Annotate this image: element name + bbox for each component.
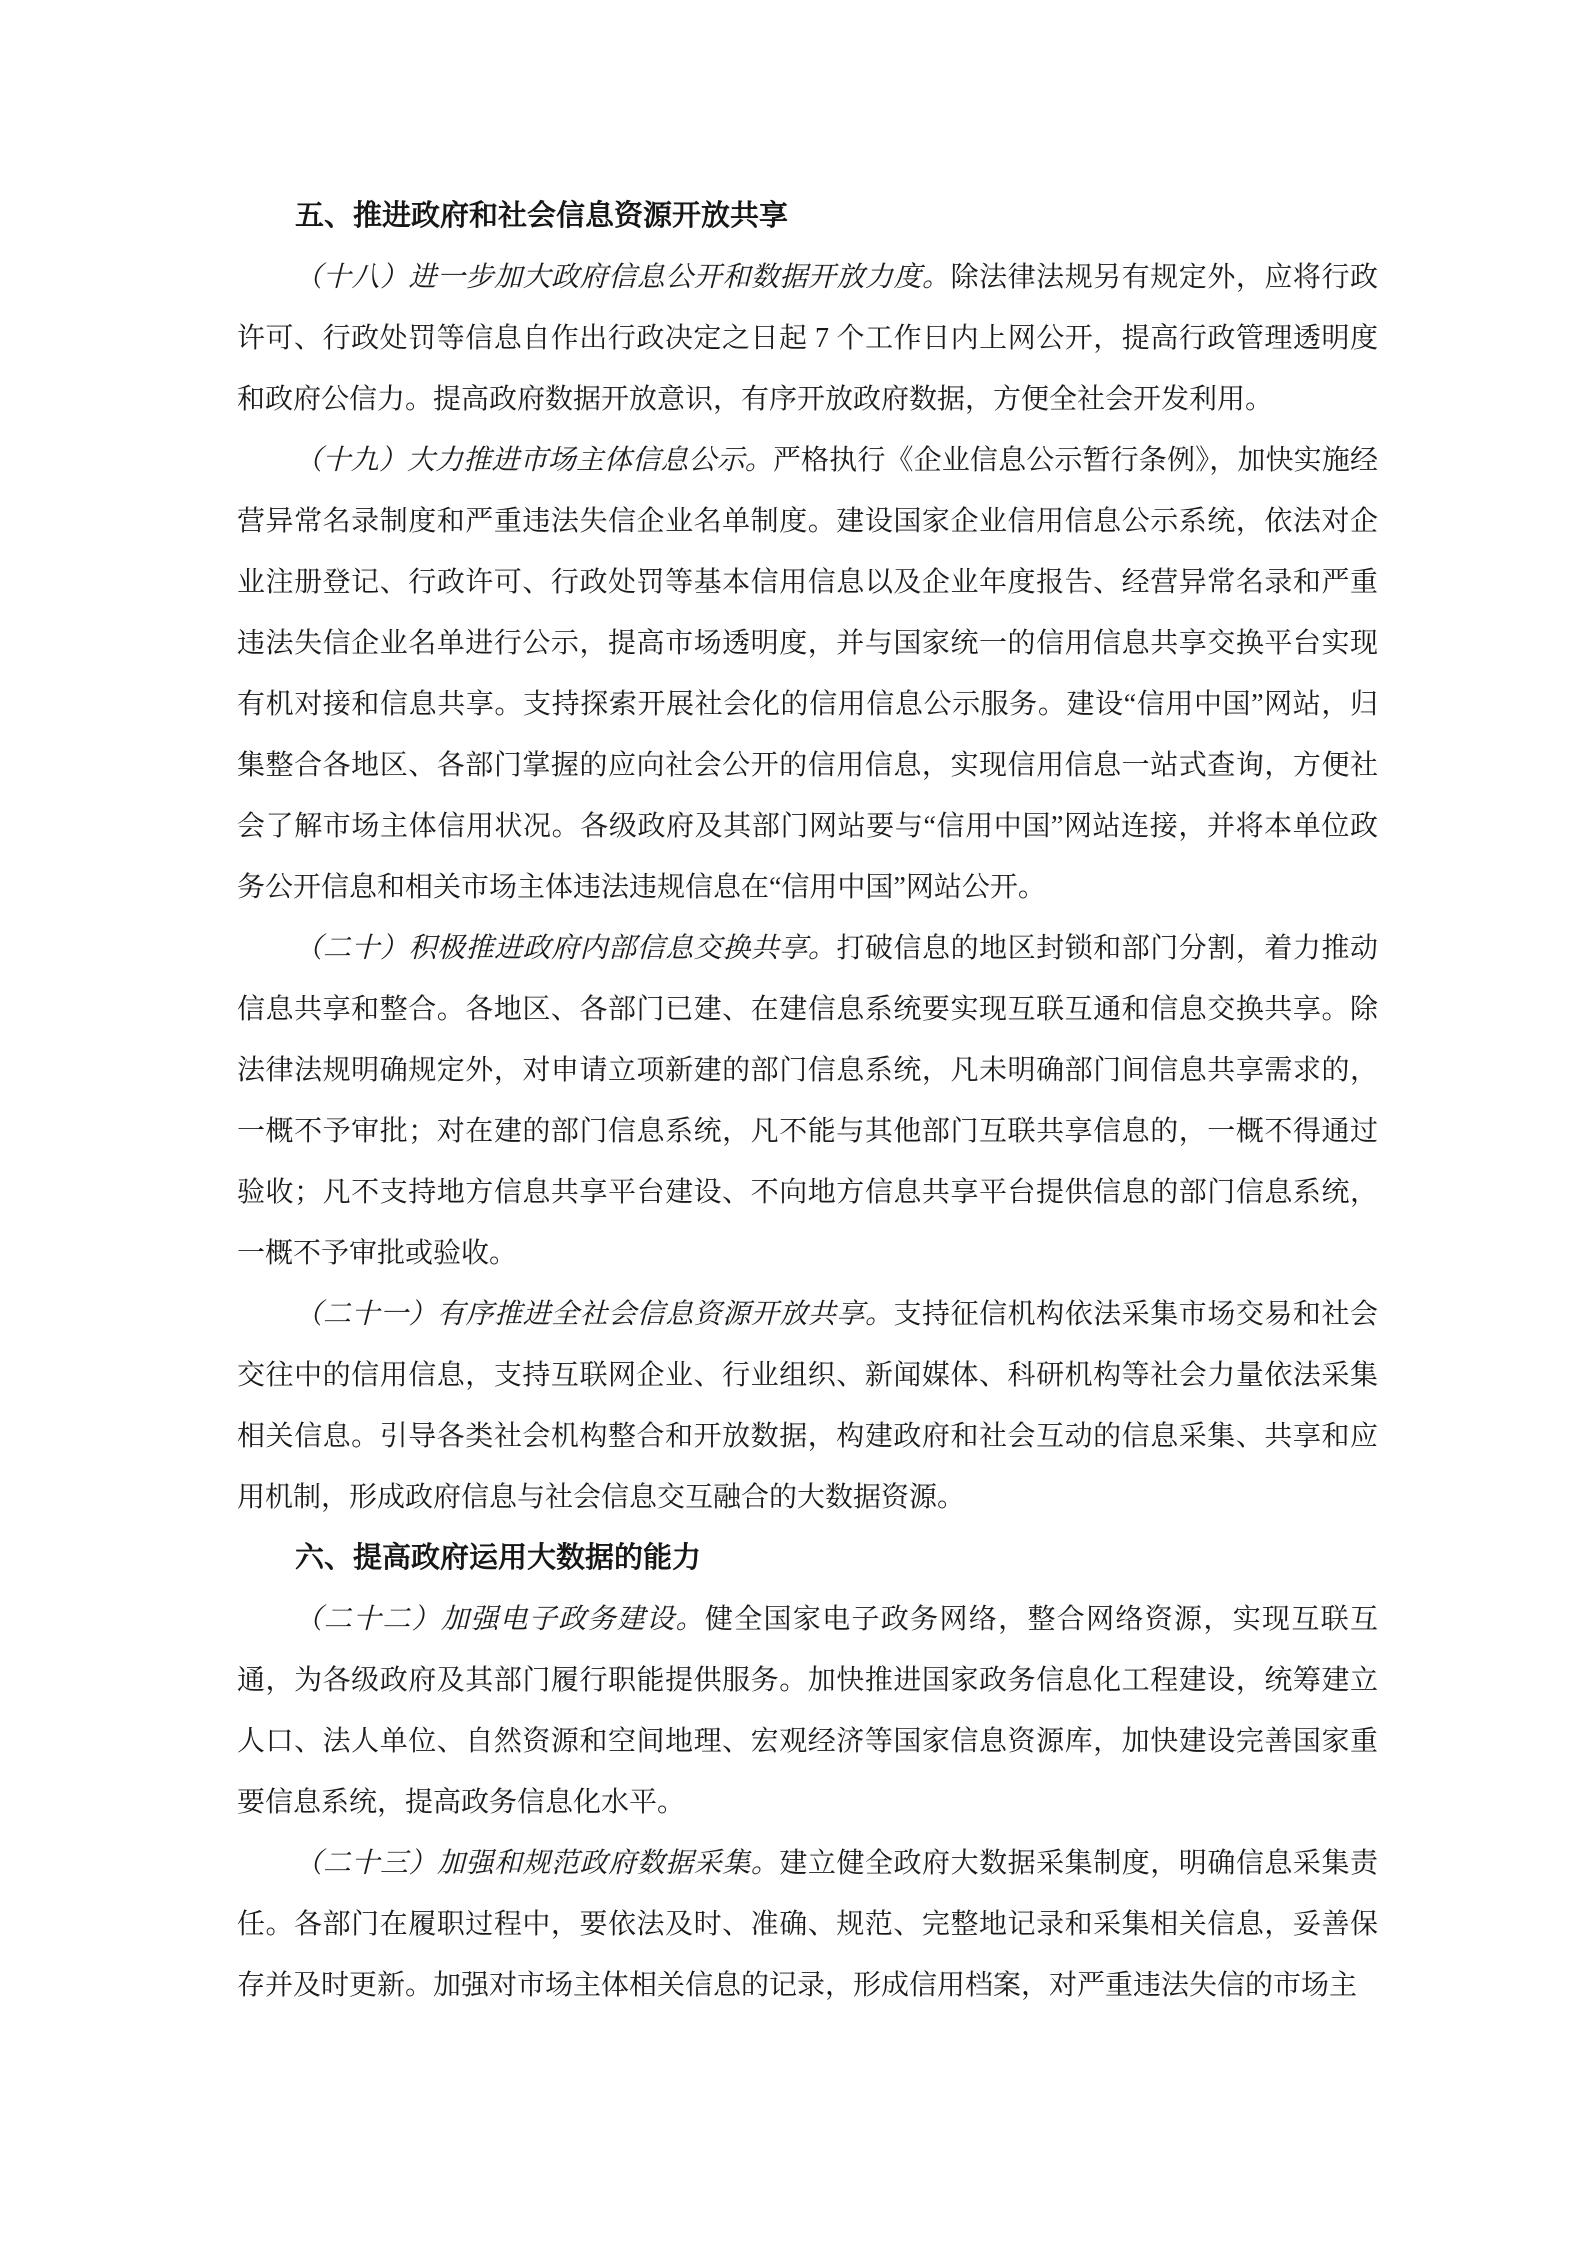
section-six: [237, 1528, 1378, 2016]
section-heading: 五、推进政府和社会信息资源开放共享: [295, 200, 789, 232]
paragraph: [237, 1284, 1378, 1528]
paragraph-lead: （二十二）加强电子政务建设。: [294, 1604, 705, 1635]
paragraph-lead: （十八）进一步加大政府信息公开和数据开放力度。: [294, 262, 951, 293]
paragraph-body: 建立健全政府大数据采集制度，明确信息采集责任。各部门在履职过程中，要依法及时、准确、规范、完整地记录和采集相关信息，妥善保存并及时更新。加强对市场主体相关信息的记录，形成信用档案，对严重违法失信的市场主: [237, 1848, 1378, 2001]
paragraph-lead: （二十）积极推进政府内部信息交换共享。: [294, 933, 837, 964]
paragraph: [237, 1833, 1378, 2016]
paragraph-body: 打破信息的地区封锁和部门分割，着力推动信息共享和整合。各地区、各部门已建、在建信息系统要实现互联互通和信息交换共享。除法律法规明确规定外，对申请立项新建的部门信息系统，凡未明确部门间信息共享需求的，一概不予审批；对在建的部门信息系统，凡不能与其他部门互联共享信息的，一概不得通过验收；凡不支持地方信息共享平台建设、不向地方信息共享平台提供信息的部门信息系统，一概不予审批或验收。: [237, 933, 1378, 1269]
paragraph: [237, 430, 1378, 918]
paragraph-lead: （十九）大力推进市场主体信息公示。: [294, 445, 773, 476]
section-five: [237, 186, 1378, 1528]
paragraph-lead: （二十三）加强和规范政府数据采集。: [294, 1848, 780, 1879]
paragraph-body: 支持征信机构依法采集市场交易和社会交往中的信用信息，支持互联网企业、行业组织、新闻媒体、科研机构等社会力量依法采集相关信息。引导各类社会机构整合和开放数据，构建政府和社会互动的信息采集、共享和应用机制，形成政府信息与社会信息交互融合的大数据资源。: [237, 1299, 1378, 1513]
paragraph: [237, 918, 1378, 1284]
paragraph-body: 严格执行《企业信息公示暂行条例》，加快实施经营异常名录制度和严重违法失信企业名单制度。建设国家企业信用信息公示系统，依法对企业注册登记、行政许可、行政处罚等基本信用信息以及企业年度报告、经营异常名录和严重违法失信企业名单进行公示，提高市场透明度，并与国家统一的信用信息共享交换平台实现有机对接和信息共享。支持探索开展社会化的信用信息公示服务。建设“信用中国”网站，归集整合各地区、各部门掌握的应向社会公开的信用信息，实现信用信息一站式查询，方便社会了解市场主体信用状况。各级政府及其部门网站要与“信用中国”网站连接，并将本单位政务公开信息和相关市场主体违法违规信息在“信用中国”网站公开。: [237, 445, 1378, 903]
paragraph: [237, 247, 1378, 430]
section-heading: 六、提高政府运用大数据的能力: [295, 1542, 702, 1574]
paragraph-body: 除法律法规另有规定外，应将行政许可、行政处罚等信息自作出行政决定之日起 7 个工作日内上网公开，提高行政管理透明度和政府公信力。提高政府数据开放意识，有序开放政府数据，方便全社会开发利用。: [237, 262, 1378, 415]
paragraph: [237, 1589, 1378, 1833]
paragraph-lead: （二十一）有序推进全社会信息资源开放共享。: [294, 1299, 894, 1330]
paragraph-body: 健全国家电子政务网络，整合网络资源，实现互联互通，为各级政府及其部门履行职能提供服务。加快推进国家政务信息化工程建设，统筹建立人口、法人单位、自然资源和空间地理、宏观经济等国家信息资源库，加快建设完善国家重要信息系统，提高政务信息化水平。: [237, 1604, 1378, 1818]
